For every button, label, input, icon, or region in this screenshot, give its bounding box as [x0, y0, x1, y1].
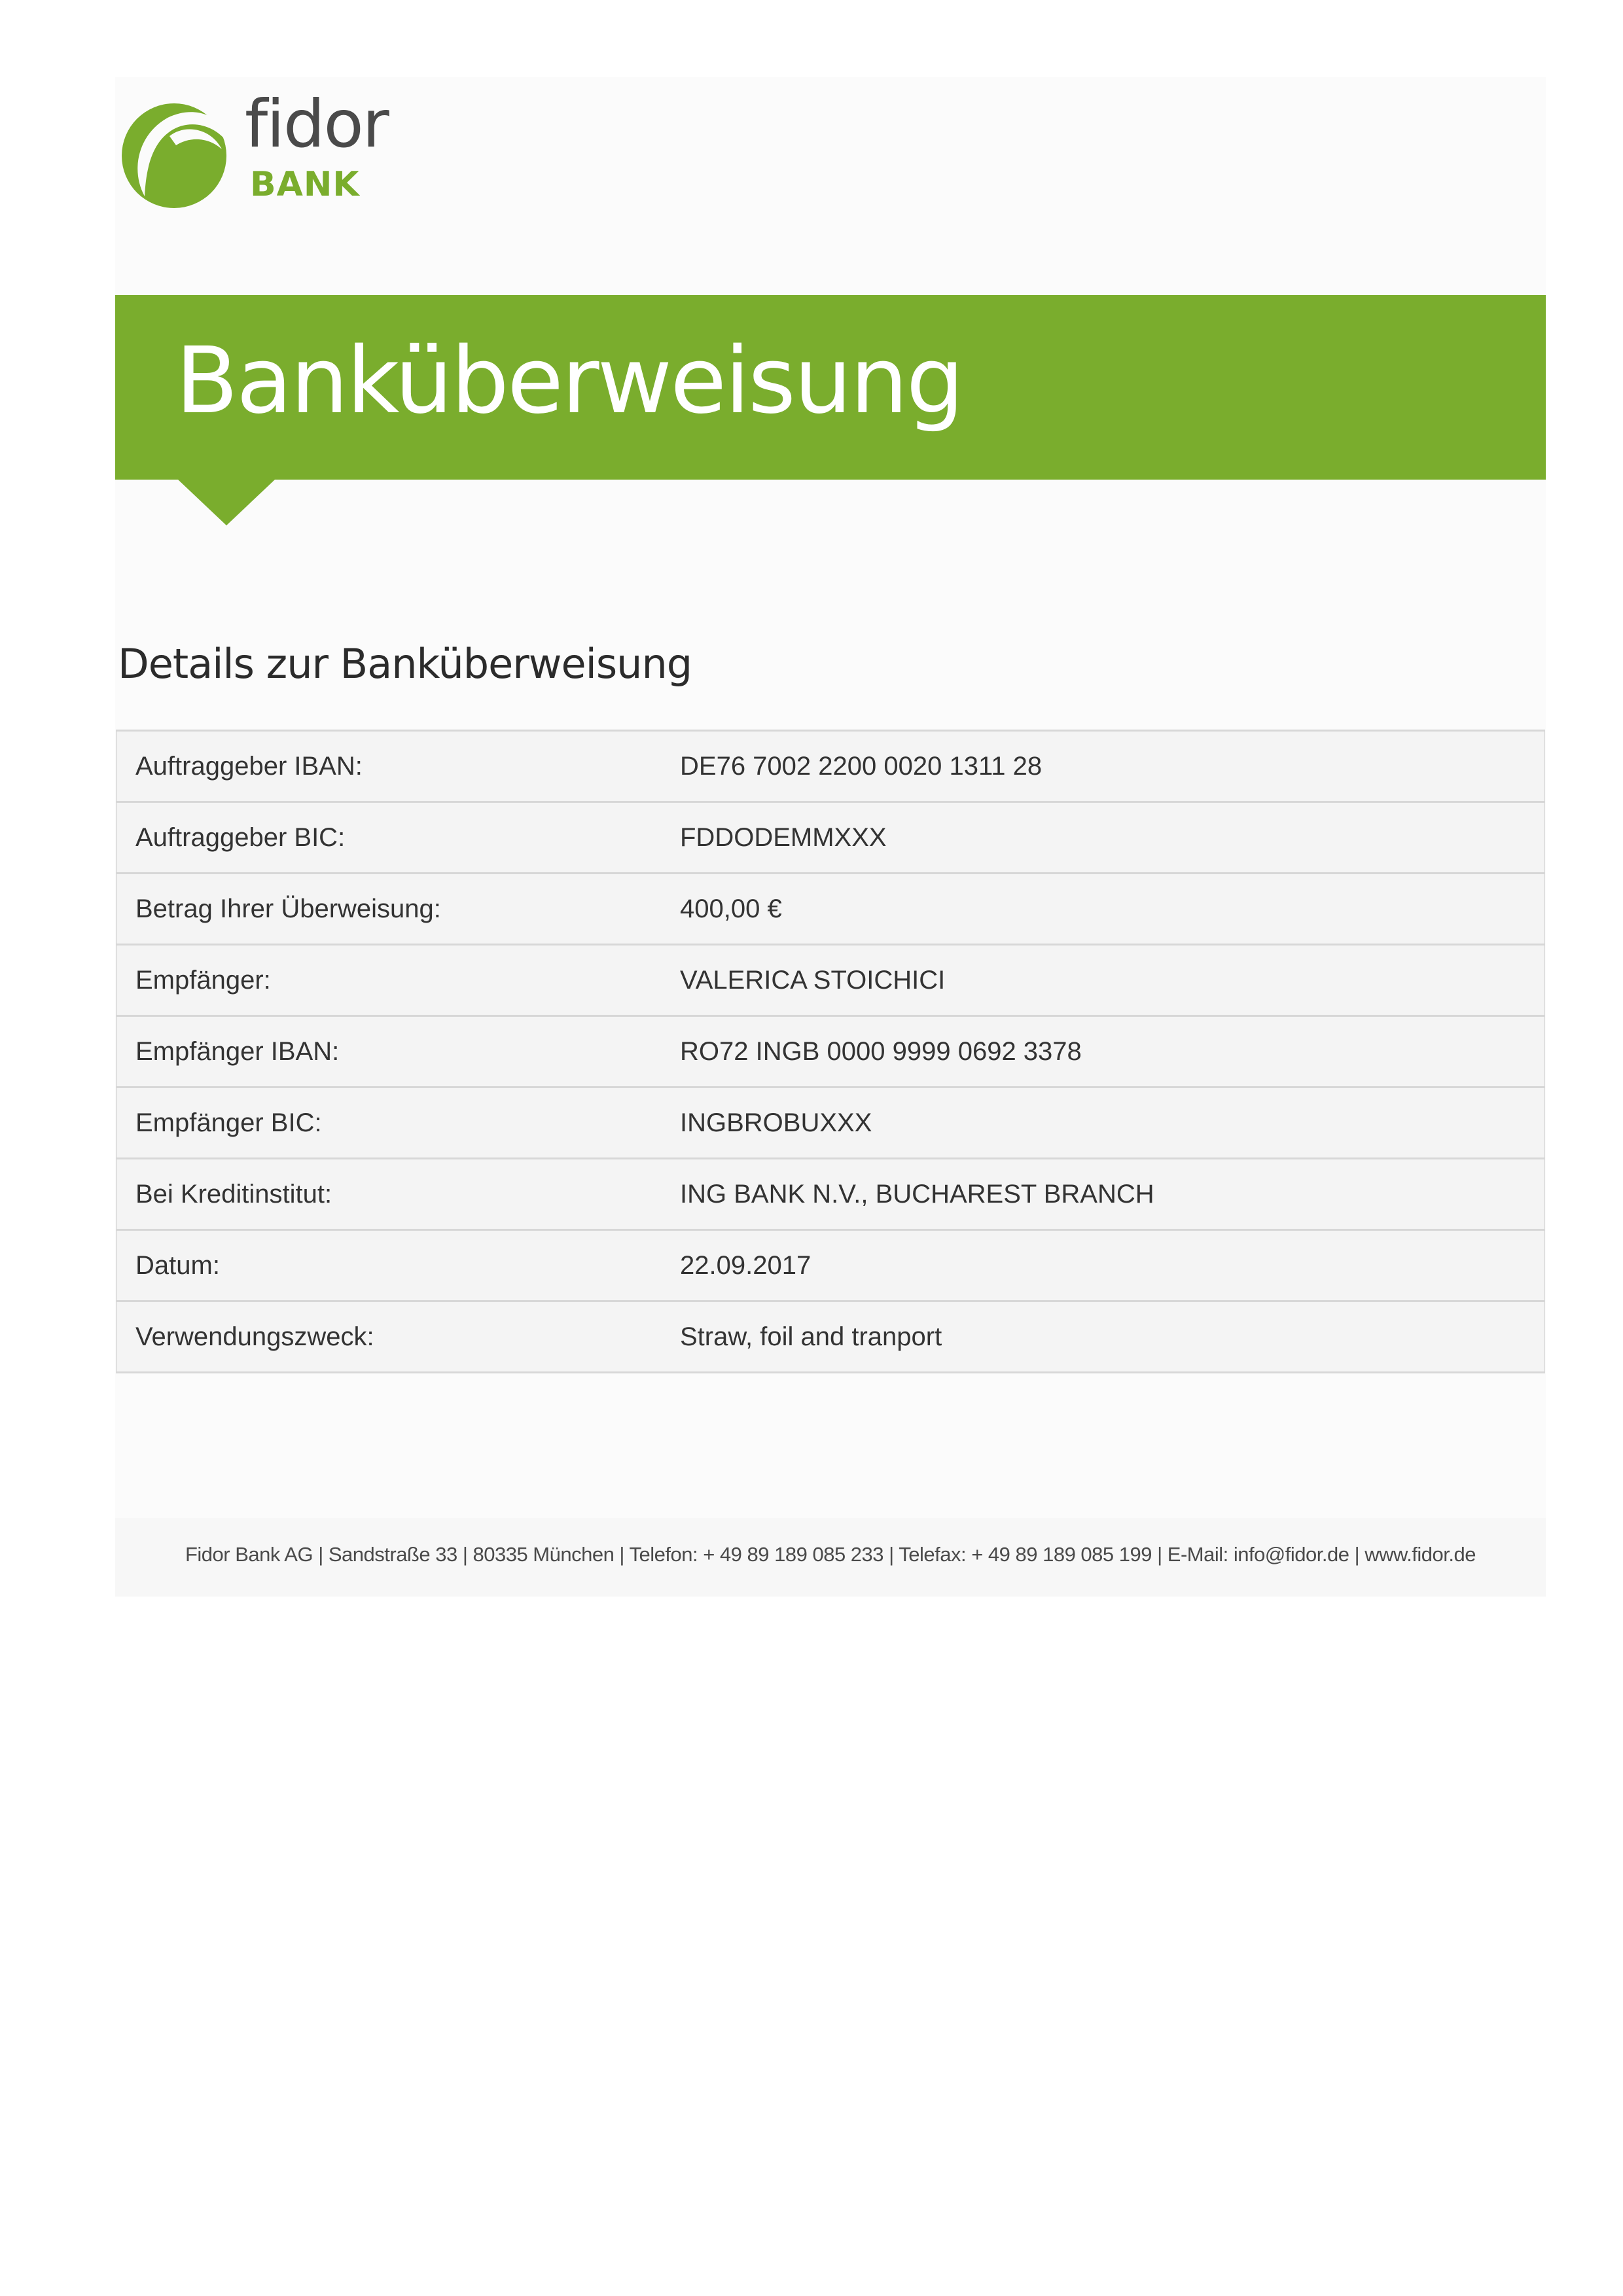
table-row	[116, 1159, 1544, 1230]
row-label: Betrag Ihrer Überweisung:	[116, 874, 680, 945]
logo-subtitle: BANK	[250, 165, 360, 204]
page-title: Banküberweisung	[175, 328, 963, 434]
row-label: Verwendungszweck:	[116, 1301, 680, 1373]
row-label: Auftraggeber BIC:	[116, 802, 680, 874]
row-value: RO72 INGB 0000 9999 0692 3378	[680, 1016, 1544, 1087]
table-row	[116, 1087, 1544, 1159]
footer-contact-info: Fidor Bank AG | Sandstraße 33 | 80335 München | Telefon: + 49 89 189 085 233 | Telefax: + 49 89 189 085 199 | E-Mail: info@fidor.de | www.fidor.de	[185, 1543, 1476, 1566]
table-row	[116, 874, 1544, 945]
row-value: 400,00 €	[680, 874, 1544, 945]
row-label: Auftraggeber IBAN:	[116, 731, 680, 802]
fidor-swoosh-logo-icon	[118, 98, 233, 209]
row-label: Empfänger:	[116, 945, 680, 1016]
table-row	[116, 1301, 1544, 1373]
fidor-bank-logo	[115, 86, 403, 209]
logo-wordmark: fidor	[245, 86, 388, 162]
row-value: VALERICA STOICHICI	[680, 945, 1544, 1016]
table-row	[116, 1230, 1544, 1301]
row-label: Bei Kreditinstitut:	[116, 1159, 680, 1230]
row-value: 22.09.2017	[680, 1230, 1544, 1301]
row-value: DE76 7002 2200 0020 1311 28	[680, 731, 1544, 802]
title-banner	[115, 295, 1546, 480]
table-row	[116, 731, 1544, 802]
row-value: Straw, foil and tranport	[680, 1301, 1544, 1373]
row-label: Datum:	[116, 1230, 680, 1301]
table-row	[116, 802, 1544, 874]
table-row	[116, 945, 1544, 1016]
transfer-details-table	[116, 730, 1545, 1373]
row-label: Empfänger IBAN:	[116, 1016, 680, 1087]
banner-pointer	[178, 480, 275, 525]
row-value: INGBROBUXXX	[680, 1087, 1544, 1159]
section-heading: Details zur Banküberweisung	[118, 640, 692, 688]
page-footer	[115, 1518, 1546, 1597]
row-value: FDDODEMMXXX	[680, 802, 1544, 874]
row-label: Empfänger BIC:	[116, 1087, 680, 1159]
table-row	[116, 1016, 1544, 1087]
row-value: ING BANK N.V., BUCHAREST BRANCH	[680, 1159, 1544, 1230]
